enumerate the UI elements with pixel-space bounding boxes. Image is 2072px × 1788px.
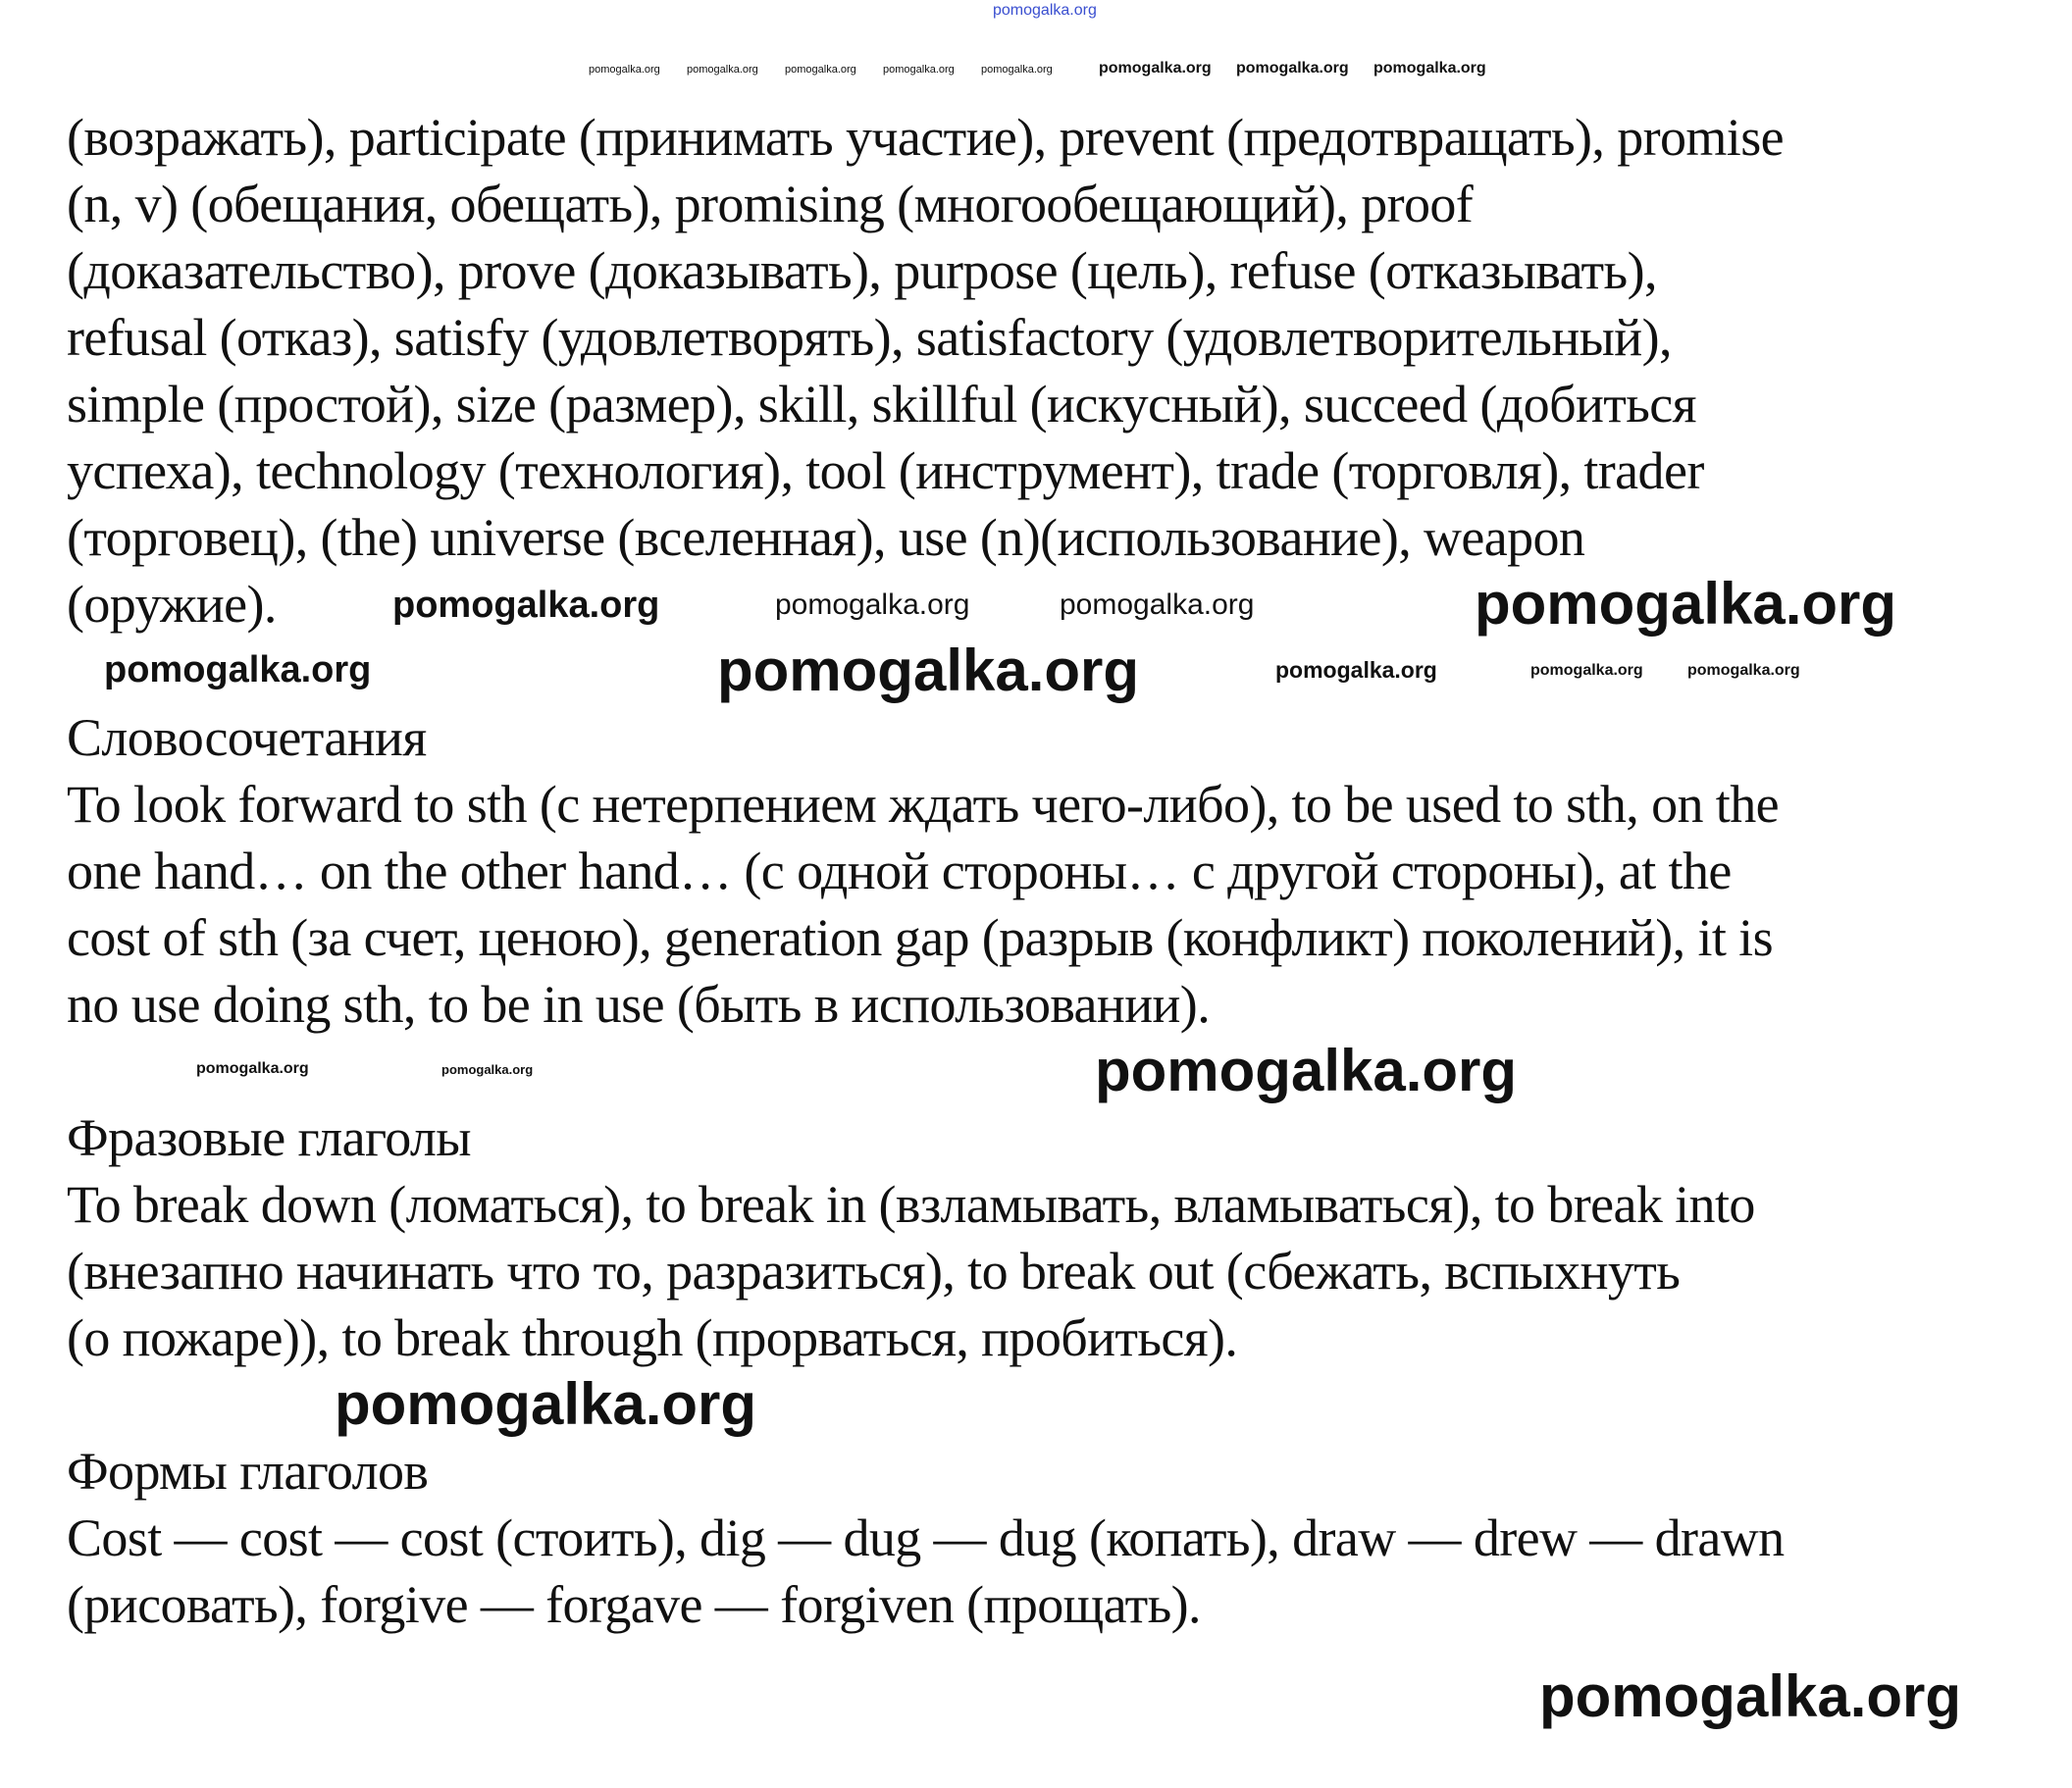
text-line: no use doing sth, to be in use (быть в использовании). (67, 975, 1211, 1034)
section-heading: Фразовые глаголы (67, 1108, 471, 1167)
text-line: (рисовать), forgive — forgave — forgiven (прощать). (67, 1575, 1201, 1634)
watermark: pomogalka.org (993, 2, 1097, 19)
watermark: pomogalka.org (1060, 588, 1255, 621)
text-line: simple (простой), size (размер), skill, skillful (искусный), succeed (добиться (67, 375, 1696, 434)
verb-forms-section (67, 1438, 1785, 1638)
text-line: To break down (ломаться), to break in (взламывать, вламываться), to break into (67, 1175, 1755, 1234)
watermark: pomogalka.org (785, 64, 856, 76)
section-heading: Формы глаголов (67, 1442, 429, 1501)
watermark: pomogalka.org (441, 1062, 534, 1077)
text-line: one hand… on the other hand… (с одной стороны… с другой стороны), at the (67, 842, 1732, 900)
watermark: pomogalka.org (775, 588, 970, 621)
text-line: успеха), technology (технология), tool (инструмент), trade (торговля), trader (67, 441, 1704, 500)
document-body (67, 104, 1785, 1638)
watermark: pomogalka.org (1373, 60, 1486, 77)
watermark: pomogalka.org (717, 638, 1140, 703)
text-line: (о пожаре)), to break through (прорваться, пробиться). (67, 1308, 1238, 1367)
watermark: pomogalka.org (1687, 662, 1800, 679)
text-line: (торговец), (the) universe (вселенная), use (n)(использование), weapon (67, 508, 1585, 567)
watermark: pomogalka.org (335, 1371, 757, 1437)
watermark: pomogalka.org (196, 1060, 309, 1077)
watermark: pomogalka.org (1095, 1038, 1518, 1103)
phrasal-verbs-section (67, 1104, 1785, 1371)
watermark: pomogalka.org (392, 585, 660, 626)
watermark: pomogalka.org (883, 64, 955, 76)
spacer (67, 1038, 1785, 1104)
watermark: pomogalka.org (1236, 60, 1349, 77)
section-heading: Словосочетания (67, 708, 427, 767)
text-line: To look forward to sth (с нетерпением ждать чего-либо), to be used to sth, on the (67, 775, 1779, 834)
text-line: (оружие). (67, 575, 277, 634)
watermark: pomogalka.org (104, 649, 372, 690)
watermark: pomogalka.org (1099, 60, 1212, 77)
text-line: cost of sth (за счет, ценою), generation gap (разрыв (конфликт) поколений), it is (67, 908, 1773, 967)
text-line: (доказательство), prove (доказывать), purpose (цель), refuse (отказывать), (67, 241, 1657, 300)
text-line: refusal (отказ), satisfy (удовлетворять), satisfactory (удовлетворительный), (67, 308, 1672, 367)
watermark: pomogalka.org (589, 64, 660, 76)
spacer (67, 1371, 1785, 1438)
text-line: (n, v) (обещания, обещать), promising (многообещающий), proof (67, 175, 1474, 233)
watermark: pomogalka.org (981, 64, 1053, 76)
watermark: pomogalka.org (1530, 662, 1643, 679)
watermark: pomogalka.org (1275, 657, 1437, 683)
collocations-section (67, 704, 1785, 1038)
text-line: Cost — cost — cost (стоить), dig — dug — dug (копать), draw — drew — drawn (67, 1508, 1785, 1567)
watermark: pomogalka.org (1475, 571, 1897, 637)
vocabulary-section (67, 104, 1785, 638)
text-line: (внезапно начинать что то, разразиться), to break out (сбежать, вспыхнуть (67, 1242, 1681, 1301)
watermark: pomogalka.org (687, 64, 758, 76)
text-line: (возражать), participate (принимать участие), prevent (предотвращать), promise (67, 108, 1784, 167)
watermark: pomogalka.org (1539, 1663, 1962, 1729)
